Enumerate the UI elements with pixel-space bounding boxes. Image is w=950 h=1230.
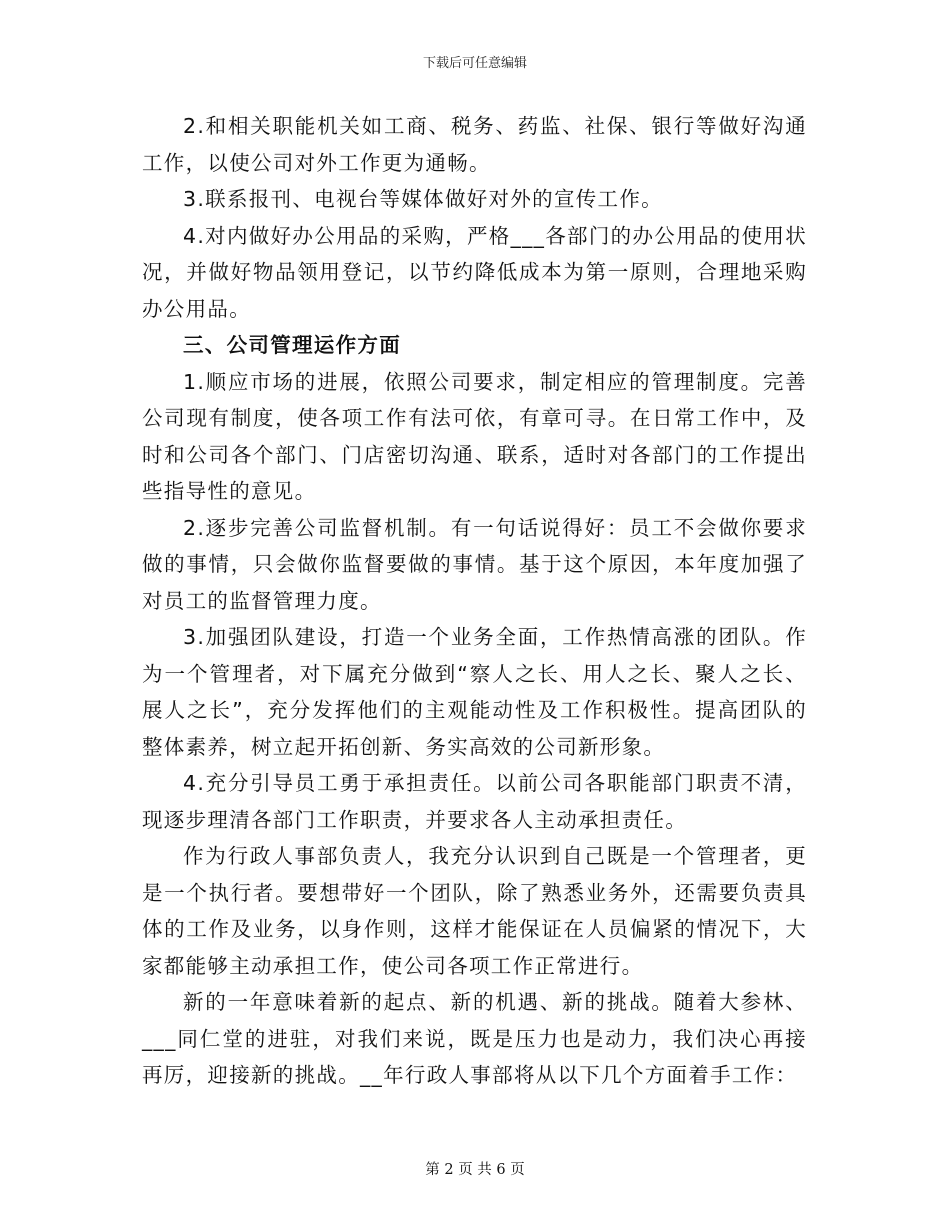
page-number: 第 2 页 共 6 页 <box>425 1162 525 1178</box>
paragraph-management-2: 2.逐步完善公司监督机制。有一句话说得好：员工不会做你要求做的事情，只会做你监督要做的事情。基于这个原因，本年度加强了对员工的监督管理力度。 <box>142 515 807 613</box>
paragraph-item-4-office-supplies: 4.对内做好办公用品的采购，严格___各部门的办公用品的使用状况，并做好物品领用登记，以节约降低成本为第一原则，合理地采购办公用品。 <box>142 223 807 321</box>
section-heading: 三、公司管理运作方面 <box>183 333 401 357</box>
paragraph-new-year: 新的一年意味着新的起点、新的机遇、新的挑战。随着大参林、___同仁堂的进驻，对我们来说，既是压力也是动力，我们决心再接再厉，迎接新的挑战。__年行政人事部将从以下几个方面着手工作： <box>142 990 807 1087</box>
paragraph-management-4: 4.充分引导员工勇于承担责任。以前公司各职能部门职责不清，现逐步理清各部门工作职责，并要求各人主动承担责任。 <box>142 771 807 832</box>
paragraph-item-3-publicity: 3.联系报刊、电视台等媒体做好对外的宣传工作。 <box>183 187 663 211</box>
paragraph-summary: 作为行政人事部负责人，我充分认识到自己既是一个管理者，更是一个执行者。要想带好一个团队，除了熟悉业务外，还需要负责具体的工作及业务，以身作则，这样才能保证在人员偏紧的情况下，大家都能够主动承担工作，使公司各项工作正常进行。 <box>142 844 807 978</box>
document-body <box>142 108 807 1094</box>
paragraph-management-3: 3.加强团队建设，打造一个业务全面，工作热情高涨的团队。作为一个管理者，对下属充分做到“察人之长、用人之长、聚人之长、展人之长”，充分发挥他们的主观能动性及工作积极性。提高团队的整体素养，树立起开拓创新、务实高效的公司新形象。 <box>142 625 807 759</box>
paragraph-management-1: 1.顺应市场的进展，依照公司要求，制定相应的管理制度。完善公司现有制度，使各项工作有法可依，有章可寻。在日常工作中，及时和公司各个部门、门店密切沟通、联系，适时对各部门的工作提出些指导性的意见。 <box>142 369 807 503</box>
page-header: 下载后可任意编辑 <box>422 56 527 71</box>
paragraph-item-2-communication: 2.和相关职能机关如工商、税务、药监、社保、银行等做好沟通工作，以使公司对外工作更为通畅。 <box>142 114 807 175</box>
